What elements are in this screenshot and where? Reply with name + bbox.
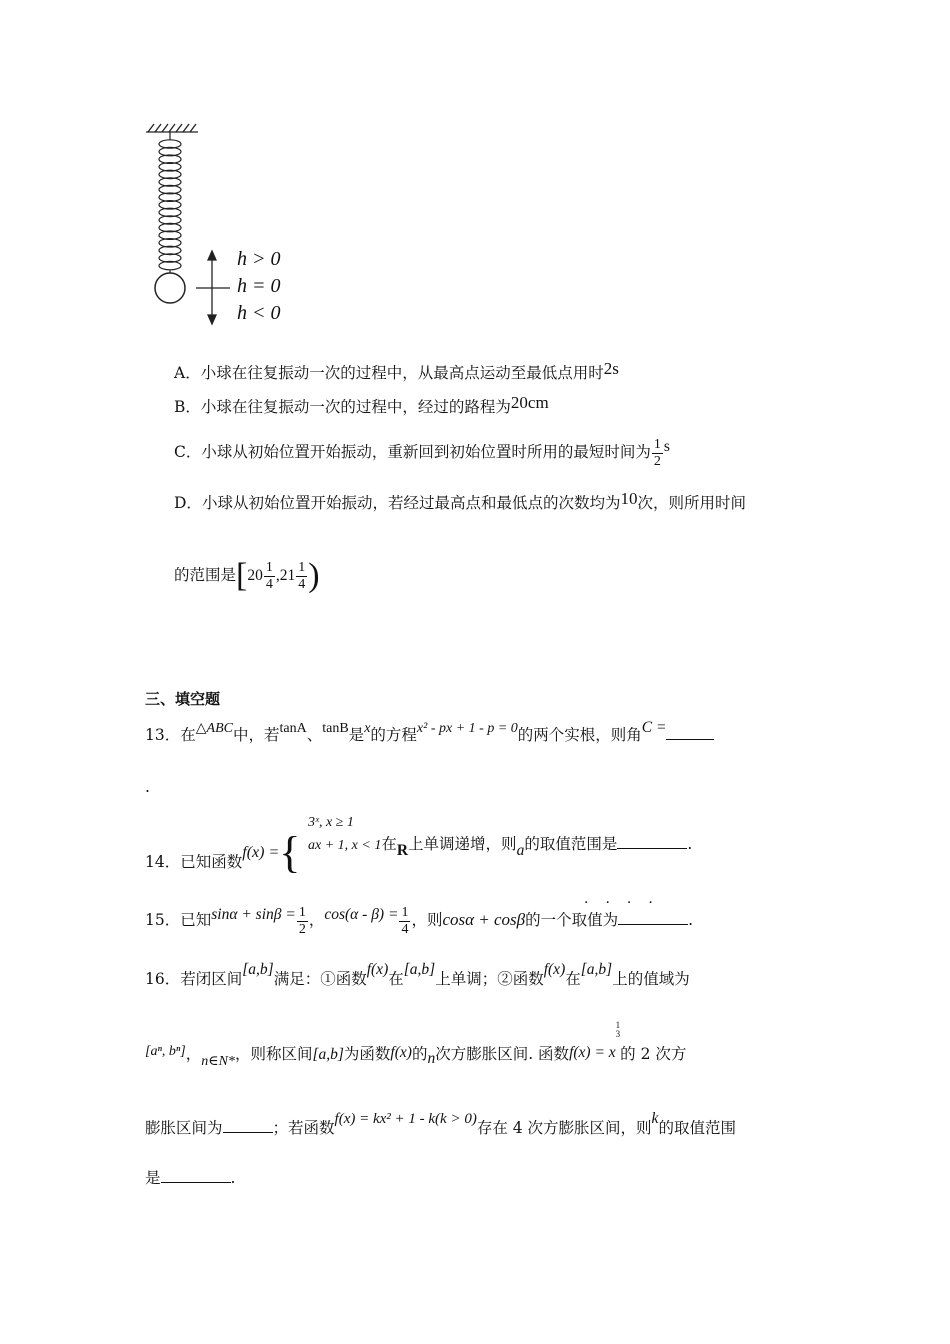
spring-coil — [159, 132, 181, 279]
option-c — [174, 432, 670, 473]
question-16-line-4: 是 . — [145, 1169, 236, 1187]
question-13-end: . — [145, 778, 150, 796]
option-d-text1: 小球从初始位置开始振动，若经过最高点和最低点的次数均为 — [201, 494, 621, 512]
right-paren: ) — [308, 557, 320, 594]
option-c-fraction: $\frac{1}{2}$ — [653, 436, 661, 469]
piecewise-case-1: 3ˣ, x ≥ 1 — [308, 815, 354, 830]
range-a-int: 20 — [247, 567, 263, 584]
option-d-text3: 的范围是 — [174, 566, 237, 584]
answer-blank-14[interactable] — [617, 834, 687, 849]
answer-blank-13[interactable] — [666, 725, 714, 740]
option-b — [174, 393, 549, 418]
answer-blank-16a[interactable] — [223, 1118, 273, 1133]
left-bracket: [ — [236, 557, 248, 594]
option-d-count: 10 — [620, 489, 638, 508]
section-title: 三、填空题 — [145, 690, 221, 708]
question-13: 13．在△ABC中，若tanA、tanB是x的方程x² - px + 1 - p = 0的两个实根，则角C = — [145, 724, 714, 748]
option-b-value: 20cm — [510, 393, 549, 412]
position-axis — [196, 251, 230, 324]
option-a-label: A． — [174, 364, 201, 382]
option-a-text: 小球在往复振动一次的过程中，从最高点运动至最低点用时 — [200, 364, 604, 382]
option-c-text: 小球从初始位置开始振动，重新回到初始位置时所用的最短时间为 — [201, 443, 651, 461]
label-h-zero: h = 0 — [237, 275, 281, 297]
question-16-line-1: 16．若闭区间[a,b]满足：①函数f(x)在[a,b]上单调；②函数f(x)在[a,b]上的值域为 — [145, 961, 690, 988]
label-h-positive: h > 0 — [237, 248, 281, 270]
answer-blank-16b[interactable] — [161, 1168, 231, 1183]
option-d — [174, 489, 746, 514]
option-c-unit: s — [663, 438, 670, 455]
question-14-rest: ax + 1, x < 1在R上单调递增，则a的取值范围是 . — [308, 835, 693, 859]
option-d-range: 的范围是[20 $\frac{1}{4}$ ,21 $\frac{1}{4}$ ) — [174, 557, 320, 594]
option-c-label: C． — [174, 443, 202, 461]
option-a — [174, 359, 619, 384]
option-d-text2: 次，则所用时间 — [637, 494, 746, 512]
question-16-line-3: 膨胀区间为 ；若函数f(x) = kx² + 1 - k(k > 0)存在 4 次方膨胀区间，则k的取值范围 — [145, 1110, 736, 1137]
option-a-value: 2s — [603, 359, 619, 378]
option-b-text: 小球在往复振动一次的过程中，经过的路程为 — [200, 398, 511, 416]
ball — [155, 273, 185, 303]
label-h-negative: h < 0 — [237, 302, 281, 324]
emphasis-dots: ···· — [584, 895, 670, 911]
question-16-line-2: [aⁿ, bⁿ]，n∈N*，则称区间[a,b]为函数f(x)的n次方膨胀区间. 函数f(x) = x 1 3 的 2 次方 — [145, 1020, 687, 1069]
answer-blank-15[interactable] — [618, 910, 688, 925]
ceiling-hatch — [146, 124, 198, 132]
option-d-label: D． — [174, 494, 202, 512]
question-14: 14．已知函数f(x) ={ — [145, 828, 301, 877]
question-15: 15．已知sinα + sinβ = $\frac{1}{2}$ ，cos(α - β) = $\frac{1}{4}$ ，则cosα + cosβ的一个取值为 . — [145, 904, 694, 937]
range-b-int: 21 — [279, 567, 296, 584]
spring-figure — [140, 118, 300, 333]
option-b-label: B． — [174, 398, 201, 416]
